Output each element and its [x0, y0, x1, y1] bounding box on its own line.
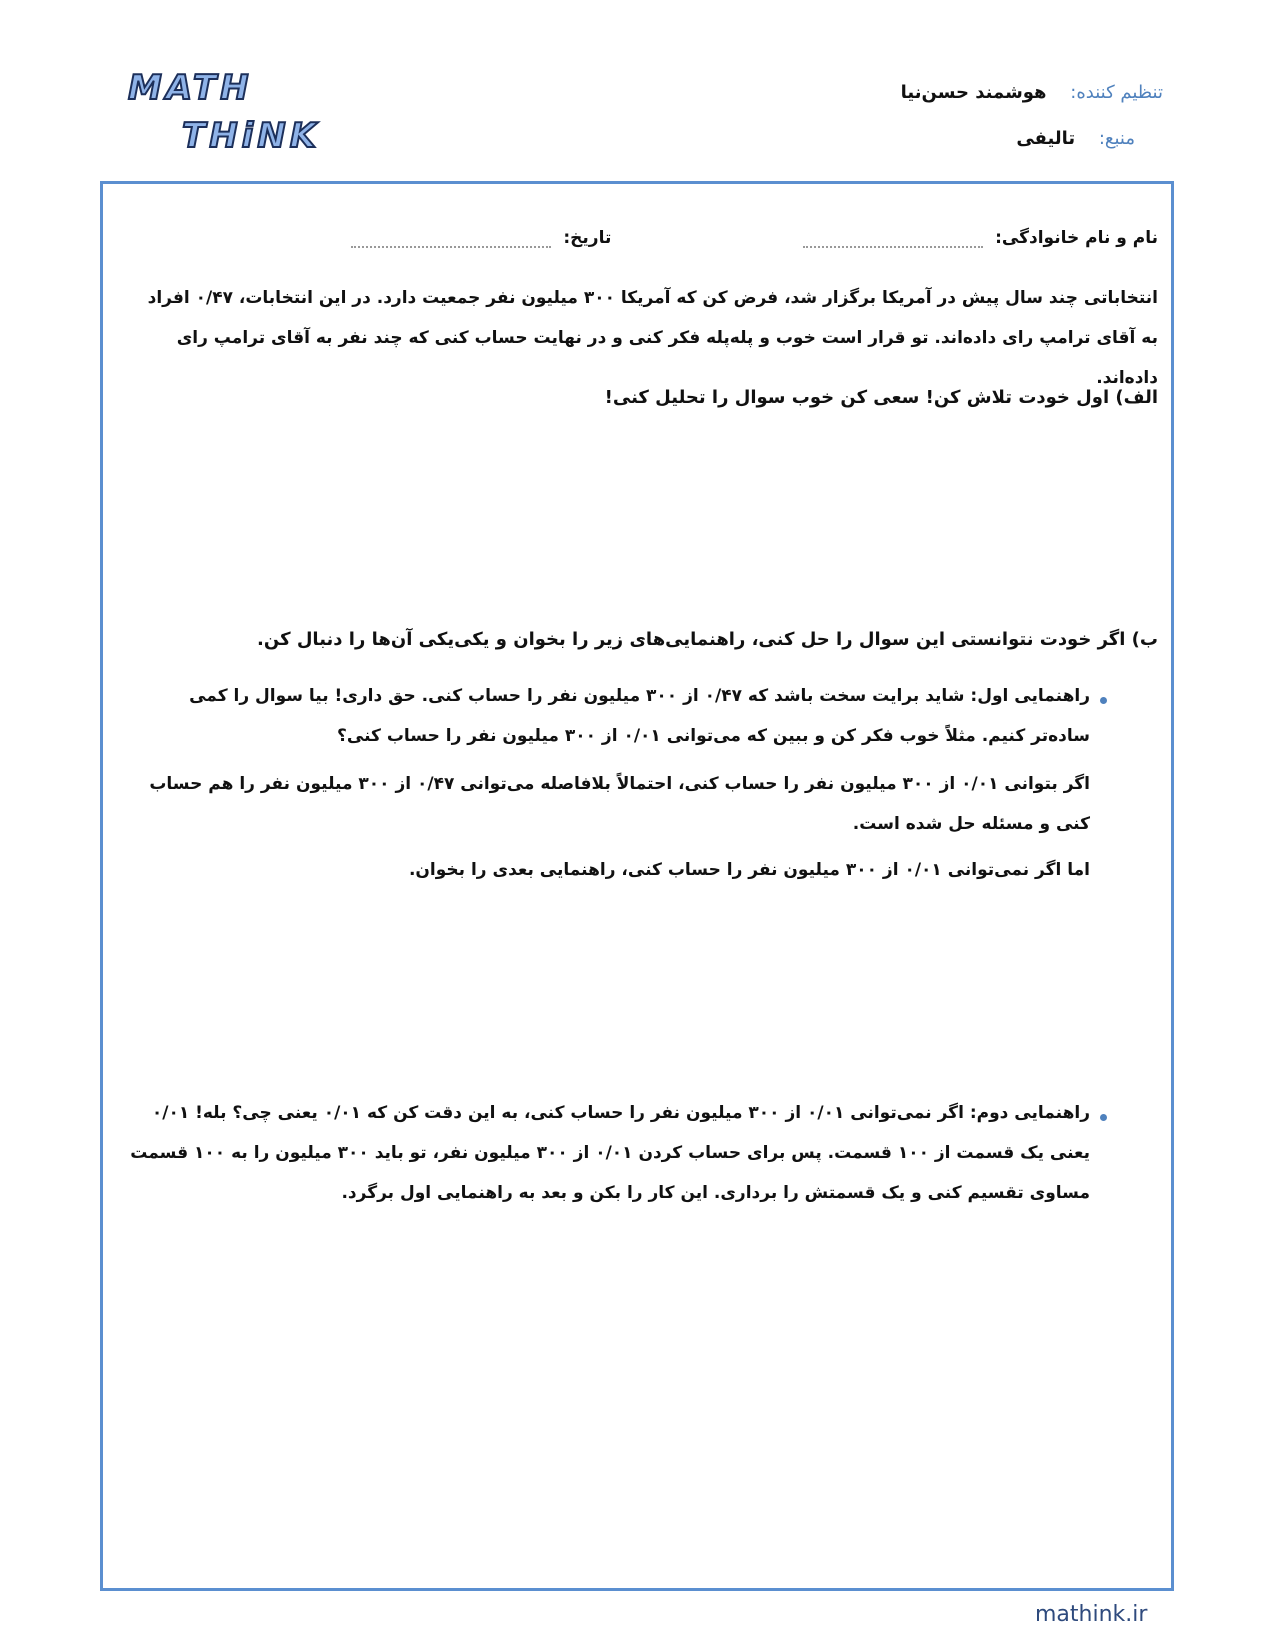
problem-intro: انتخاباتی چند سال پیش در آمریکا برگزار شد، فرض کن که آمریکا ۳۰۰ میلیون نفر جمعیت دارد. در این انتخابات، ۰/۴۷ افراد به آقای ترامپ رای داده‌اند. تو قرار است خوب و پله‌پله فکر کنی و در نهایت حساب کنی که چند نفر به آقای ترامپ رای داده‌اند. [147, 288, 1158, 388]
logo-line-1: MATH [128, 68, 253, 108]
math-think-logo [120, 68, 321, 168]
bullet-icon [1100, 697, 1107, 704]
hint-1-paragraph-3: اما اگر نمی‌توانی ۰/۰۱ از ۳۰۰ میلیون نفر را حساب کنی، راهنمایی بعدی را بخوان. [408, 860, 1090, 880]
hint-1-paragraph-1: راهنمایی اول: شاید برایت سخت باشد که ۰/۴۷ از ۳۰۰ میلیون نفر را حساب کنی. حق داری! بیا سوال را کمی ساده‌تر کنیم. مثلاً خوب فکر کن و ببین که می‌توانی ۰/۰۱ از ۳۰۰ میلیون نفر را حساب کنی؟ [189, 686, 1090, 746]
source-row [1016, 128, 1135, 149]
logo-line-2: THiNK [182, 116, 321, 156]
bullet-icon [1100, 1114, 1107, 1121]
source-label: منبع: [1098, 128, 1135, 149]
part-a: الف) اول خودت تلاش کن! سعی کن خوب سوال را تحلیل کنی! [604, 387, 1158, 408]
part-b: ب) اگر خودت نتوانستی این سوال را حل کنی، راهنمایی‌های زیر را بخوان و یکی‌یکی آن‌ها را دنبال کن. [257, 629, 1158, 650]
author-row [901, 82, 1163, 103]
date-label: تاریخ: [563, 228, 612, 248]
name-field[interactable] [803, 228, 983, 248]
footer-site[interactable]: mathink.ir [1035, 1602, 1148, 1627]
author-value: هوشمند حسن‌نیا [900, 82, 1047, 103]
name-label: نام و نام خانوادگی: [995, 228, 1158, 248]
hint-1-paragraph-2: اگر بتوانی ۰/۰۱ از ۳۰۰ میلیون نفر را حساب کنی، احتمالاً بلافاصله می‌توانی ۰/۴۷ از ۳۰۰ میلیون نفر را هم حساب کنی و مسئله حل شده است. [149, 774, 1090, 834]
hint-2: راهنمایی دوم: اگر نمی‌توانی ۰/۰۱ از ۳۰۰ میلیون نفر را حساب کنی، به این دقت کن که ۰/۰۱ یعنی چی؟ بله! ۰/۰۱ یعنی یک قسمت از ۱۰۰ قسمت. پس برای حساب کردن ۰/۰۱ از ۳۰۰ میلیون نفر، تو باید ۳۰۰ میلیون را به ۱۰۰ قسمت مساوی تقسیم کنی و یک قسمتش را برداری. این کار را بکن و بعد به راهنمایی اول برگرد. [130, 1103, 1090, 1203]
author-label: تنظیم کننده: [1070, 82, 1163, 103]
name-date-row [128, 218, 1158, 258]
date-field[interactable] [351, 228, 551, 248]
source-value: تالیفی [1016, 128, 1076, 149]
